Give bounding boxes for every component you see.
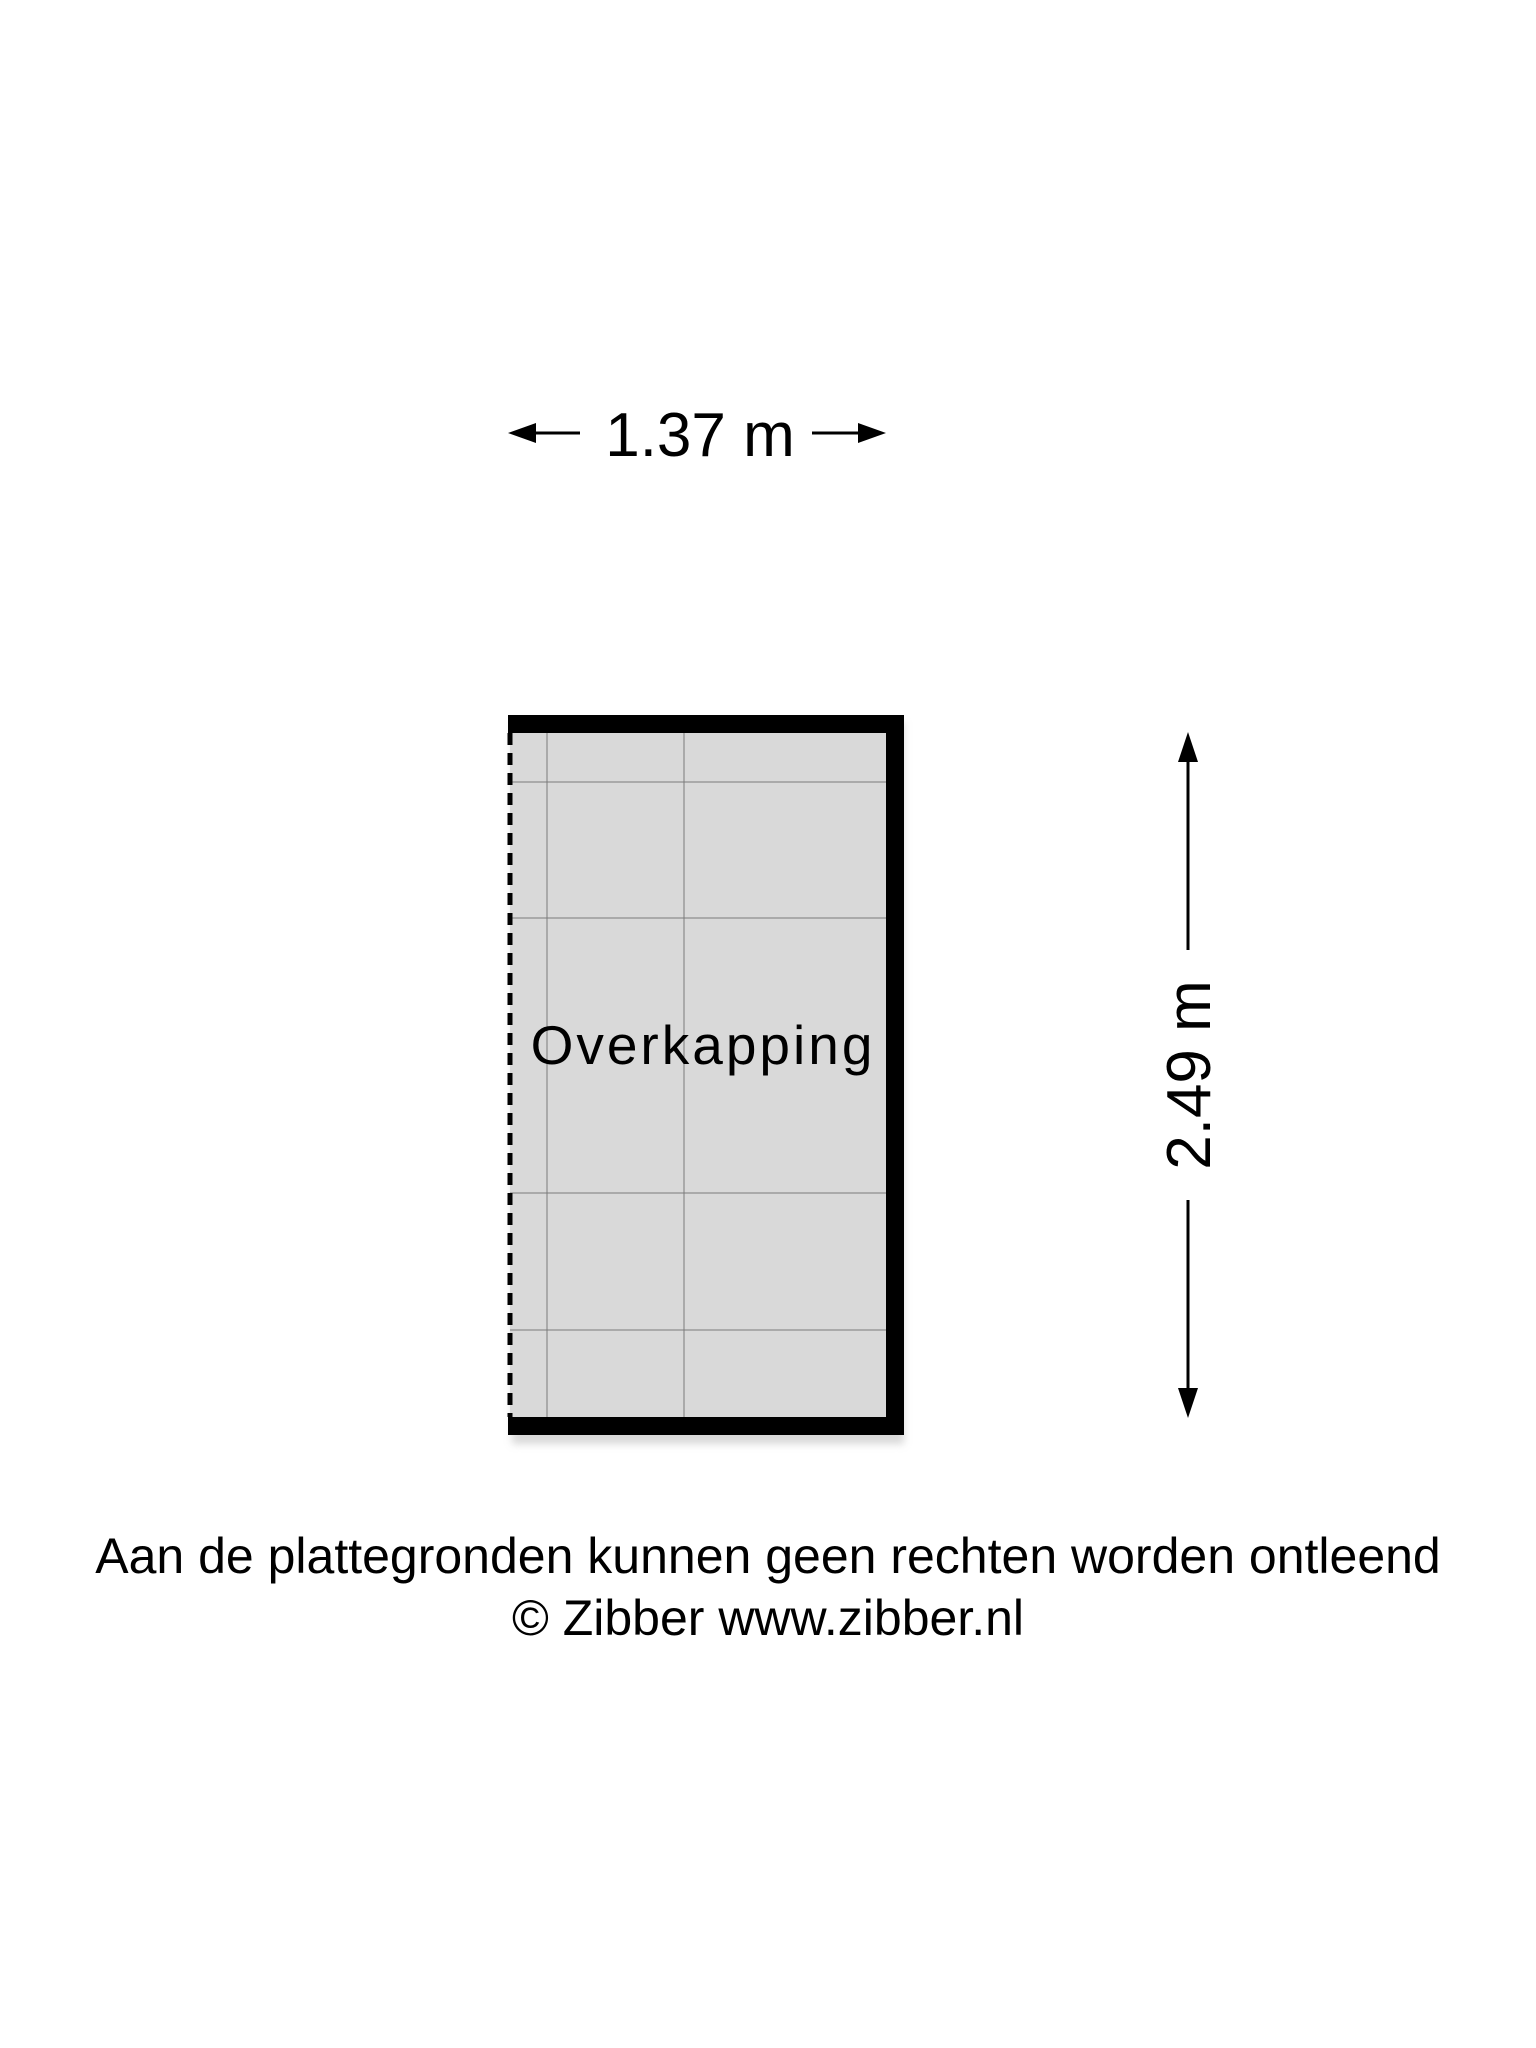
- copyright-text: © Zibber www.zibber.nl: [511, 1590, 1025, 1646]
- room-label: Overkapping: [530, 1014, 876, 1076]
- height-label: 2.49 m: [1155, 980, 1224, 1170]
- height-dimension: [1155, 732, 1224, 1418]
- wall-top: [508, 715, 904, 733]
- width-arrow-left-icon: [508, 423, 536, 443]
- width-label: 1.37 m: [605, 401, 795, 470]
- width-arrow-right-icon: [858, 423, 886, 443]
- room-overkapping: [508, 715, 904, 1444]
- width-dimension: [508, 401, 886, 470]
- wall-right: [886, 715, 904, 1435]
- height-arrow-top-icon: [1178, 732, 1198, 762]
- wall-bottom: [508, 1417, 904, 1435]
- disclaimer-text: Aan de plattegronden kunnen geen rechten worden ontleend: [95, 1528, 1441, 1584]
- height-arrow-bottom-icon: [1178, 1388, 1198, 1418]
- room-floor: [510, 727, 887, 1432]
